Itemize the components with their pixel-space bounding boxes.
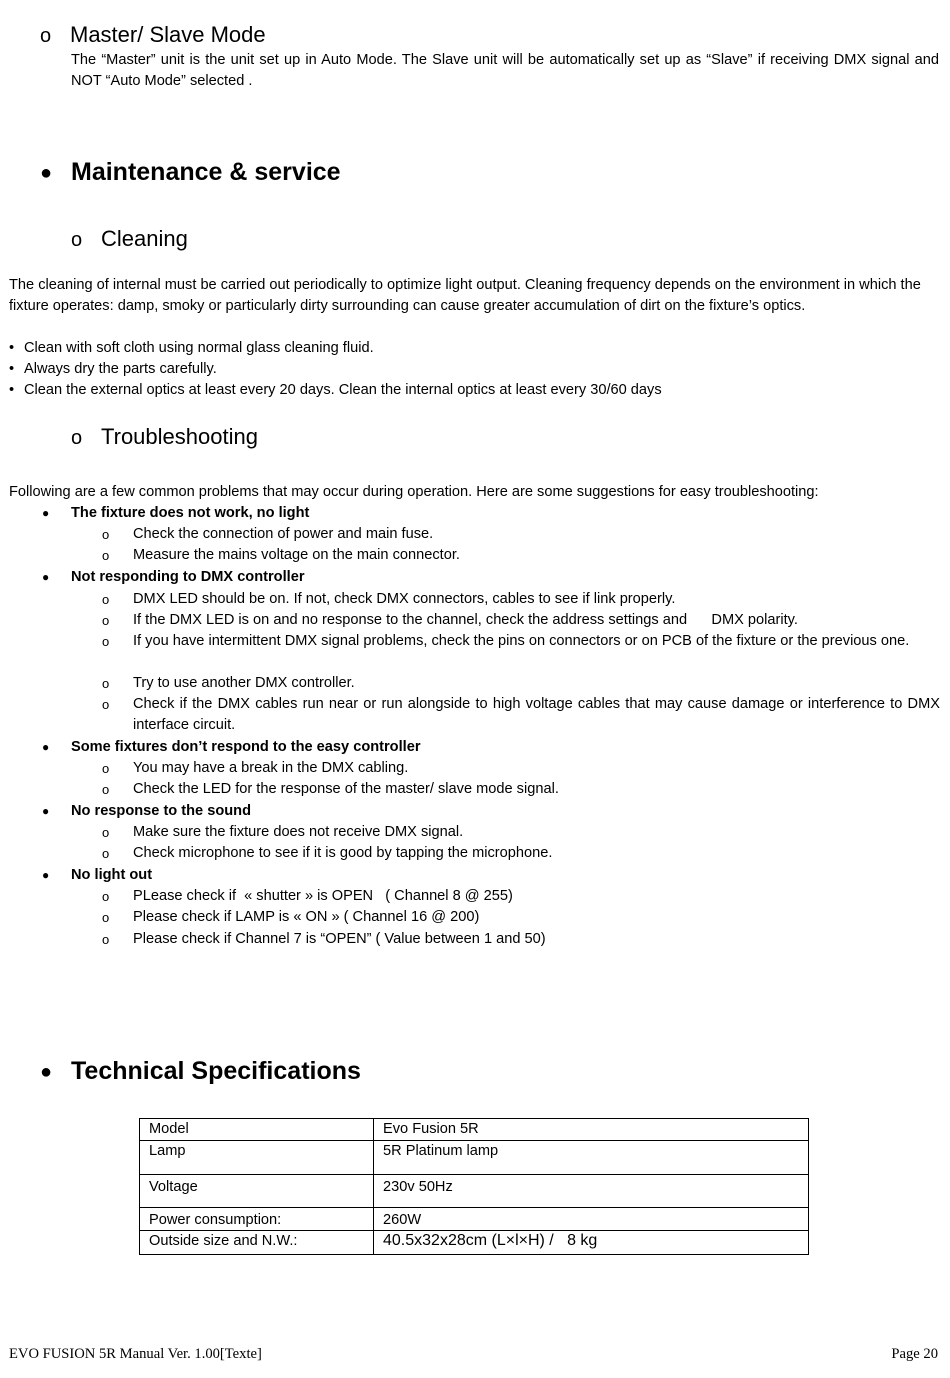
hollow-bullet-icon: o — [71, 427, 83, 449]
specs-heading — [40, 1057, 361, 1086]
hollow-bullet-icon: o — [102, 761, 110, 776]
master-slave-title: Master/ Slave Mode — [70, 22, 266, 47]
bullet-icon: • — [9, 361, 15, 377]
spec-key: Power consumption: — [140, 1208, 374, 1231]
table-row — [140, 1141, 809, 1175]
cleaning-intro: The cleaning of internal must be carried out periodically to optimize light output. Cleaning frequency depends on the environment in which the fixture operates: damp, smoky or particularly dirty surrounding can cause greater accumulation of dirt on the fixture’s optics. — [9, 277, 921, 314]
spec-key: Outside size and N.W.: — [140, 1231, 374, 1255]
maintenance-title: Maintenance & service — [71, 158, 341, 186]
trouble-sub-item: o Make sure the fixture does not receive DMX signal. — [102, 822, 940, 843]
table-row — [140, 1175, 809, 1208]
list-item: • Clean with soft cloth using normal glass cleaning fluid. — [9, 338, 939, 359]
bullet-icon: ● — [42, 740, 50, 754]
troubleshooting-heading — [71, 424, 258, 450]
spec-value: 5R Platinum lamp — [374, 1141, 809, 1175]
table-row — [140, 1231, 809, 1255]
hollow-bullet-icon: o — [102, 910, 110, 925]
trouble-sub-item: o You may have a break in the DMX cabling. — [102, 758, 940, 779]
bullet-icon: • — [9, 382, 15, 398]
list-item: • Clean the external optics at least every 20 days. Clean the internal optics at least every 30/60 days — [9, 380, 939, 401]
bullet-icon: ● — [42, 570, 50, 584]
trouble-sub-item: o If the DMX LED is on and no response to the channel, check the address settings and DMX polarity. — [102, 610, 940, 631]
hollow-bullet-icon: o — [102, 825, 110, 840]
hollow-bullet-icon: o — [40, 25, 52, 47]
troubleshooting-intro: Following are a few common problems that may occur during operation. Here are some suggestions for easy troubleshooting: — [9, 484, 819, 500]
bullet-icon: ● — [40, 1060, 53, 1083]
hollow-bullet-icon: o — [102, 548, 110, 563]
trouble-sub-item: o Check microphone to see if it is good by tapping the microphone. — [102, 843, 940, 864]
hollow-bullet-icon: o — [102, 697, 110, 712]
bullet-icon: ● — [42, 868, 50, 882]
trouble-sub-item: o If you have intermittent DMX signal problems, check the pins on connectors or on PCB of the fixture or the previous one. — [102, 631, 940, 652]
hollow-bullet-icon: o — [71, 229, 83, 251]
trouble-sub-item: o DMX LED should be on. If not, check DMX connectors, cables to see if link properly. — [102, 589, 940, 610]
troubleshooting-title: Troubleshooting — [101, 424, 258, 449]
master-slave-text: The “Master” unit is the unit set up in Auto Mode. The Slave unit will be automatically set up as “Slave” if receiving DMX signal and NOT “Auto Mode” selected . — [71, 52, 939, 89]
hollow-bullet-icon: o — [102, 592, 110, 607]
spec-value: 40.5x32x28cm (L×l×H) / 8 kg — [374, 1231, 809, 1255]
cleaning-heading — [71, 226, 188, 252]
master-slave-heading — [40, 22, 266, 48]
hollow-bullet-icon: o — [102, 613, 110, 628]
list-item: • Always dry the parts carefully. — [9, 359, 939, 380]
trouble-sub-item: o Try to use another DMX controller. — [102, 673, 940, 694]
hollow-bullet-icon: o — [102, 527, 110, 542]
hollow-bullet-icon: o — [102, 782, 110, 797]
bullet-icon: ● — [42, 506, 50, 520]
maintenance-heading — [40, 158, 341, 187]
bullet-icon: ● — [42, 804, 50, 818]
spec-key: Model — [140, 1119, 374, 1141]
hollow-bullet-icon: o — [102, 932, 110, 947]
specs-title: Technical Specifications — [71, 1057, 361, 1085]
trouble-sub-item: o Check the connection of power and main fuse. — [102, 524, 940, 545]
hollow-bullet-icon: o — [102, 634, 110, 649]
trouble-sub-item: o Please check if LAMP is « ON » ( Channel 16 @ 200) — [102, 907, 940, 928]
spec-value: 230v 50Hz — [374, 1175, 809, 1208]
cleaning-bullets — [9, 338, 939, 401]
hollow-bullet-icon: o — [102, 846, 110, 861]
trouble-sub-item: o Measure the mains voltage on the main connector. — [102, 545, 940, 566]
cleaning-title: Cleaning — [101, 226, 188, 251]
trouble-sub-item: o Check the LED for the response of the master/ slave mode signal. — [102, 779, 940, 800]
bullet-icon: ● — [40, 161, 53, 184]
spec-value: 260W — [374, 1208, 809, 1231]
table-row — [140, 1208, 809, 1231]
bullet-icon: • — [9, 340, 15, 356]
specs-table — [139, 1118, 809, 1255]
hollow-bullet-icon: o — [102, 676, 110, 691]
trouble-sub-item: o Please check if Channel 7 is “OPEN” ( Value between 1 and 50) — [102, 929, 940, 950]
footer-left: EVO FUSION 5R Manual Ver. 1.00[Texte] — [9, 1346, 262, 1362]
page-number: Page 20 — [891, 1346, 938, 1362]
spec-key: Voltage — [140, 1175, 374, 1208]
trouble-sub-item: o PLease check if « shutter » is OPEN ( Channel 8 @ 255) — [102, 886, 940, 907]
spec-value: Evo Fusion 5R — [374, 1119, 809, 1141]
table-row — [140, 1119, 809, 1141]
trouble-sub-item: o Check if the DMX cables run near or run alongside to high voltage cables that may cause damage or interference to DMX interface circuit. — [102, 696, 940, 733]
hollow-bullet-icon: o — [102, 889, 110, 904]
spec-key: Lamp — [140, 1141, 374, 1175]
